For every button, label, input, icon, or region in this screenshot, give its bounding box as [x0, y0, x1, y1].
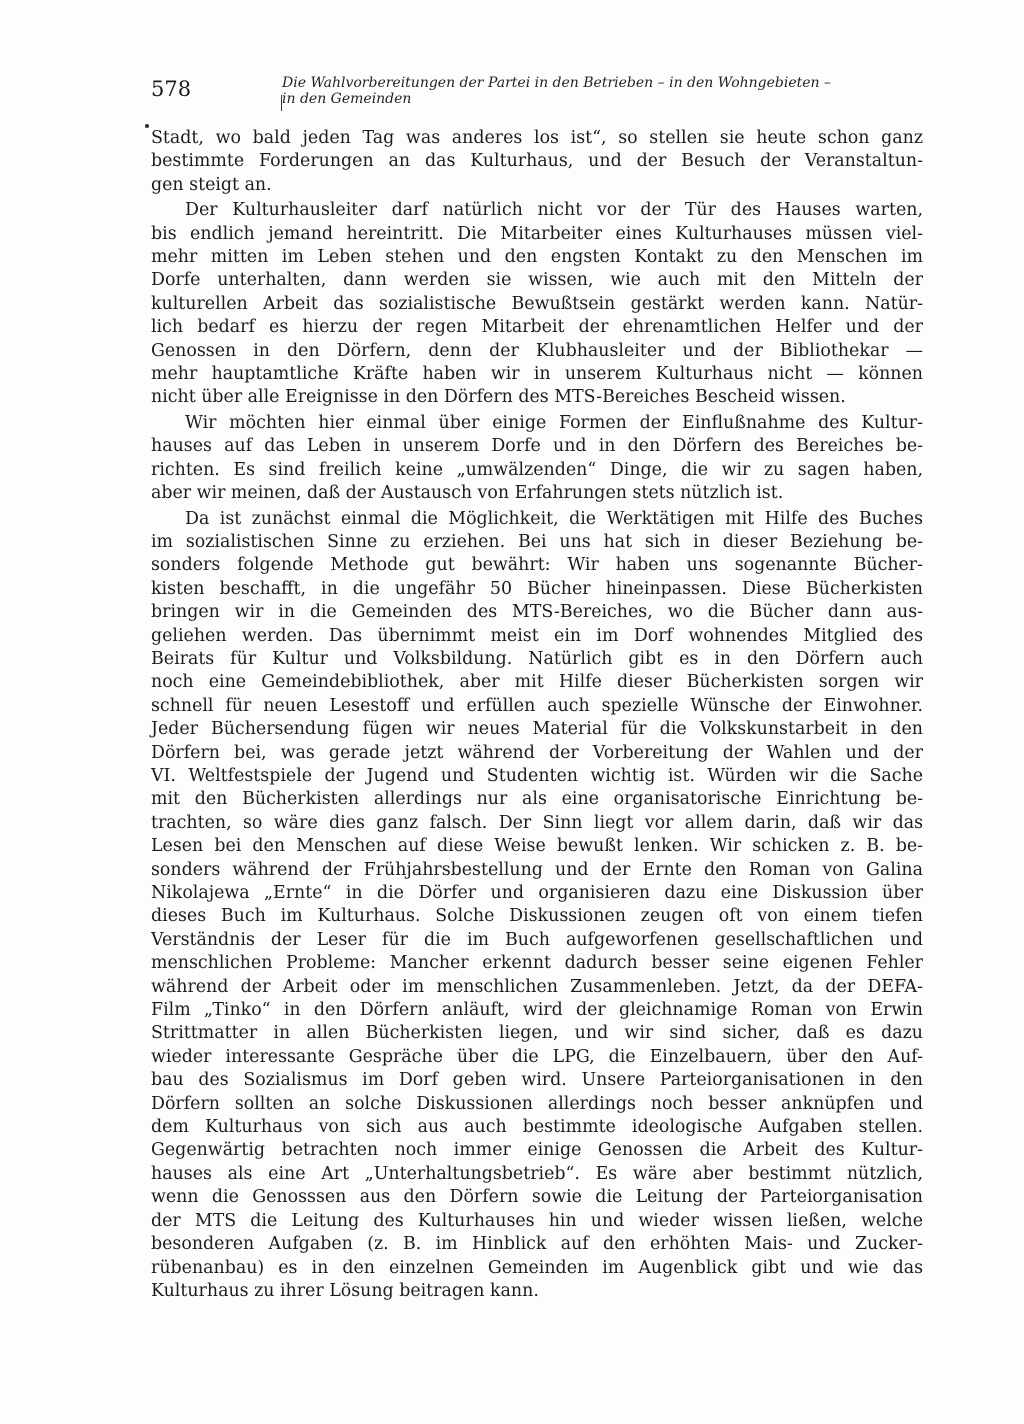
text-line: menschlichen Probleme: Mancher erkennt dadurch besser seine eigenen Fehler [151, 953, 923, 974]
text-line: schnell für neuen Lesestoff und erfüllen auch spezielle Wünsche der Einwohner. [151, 695, 923, 716]
text-line: Dorfe unterhalten, dann werden sie wissen, wie auch mit den Mitteln der [151, 270, 923, 291]
text-line: gen steigt an. [151, 174, 272, 195]
text-line: Film „Tinko“ in den Dörfern anläuft, wird der gleichnamige Roman von Erwin [151, 1000, 923, 1021]
margin-speck [145, 124, 149, 128]
text-line: Dörfern bei, was gerade jetzt während der Vorbereitung der Wahlen und der [151, 742, 923, 763]
text-line: im sozialistischen Sinne zu erziehen. Bei uns hat sich in dieser Beziehung be- [151, 531, 923, 552]
page-header [151, 73, 923, 113]
text-line: Genossen in den Dörfern, denn der Klubhausleiter und der Bibliothekar — [151, 340, 923, 361]
text-line: kulturellen Arbeit das sozialistische Bewußtsein gestärkt werden kann. Natür- [151, 293, 923, 314]
text-line: Jeder Büchersendung fügen wir neues Material für die Volkskunstarbeit in den [151, 719, 923, 740]
text-line: sonders während der Frühjahrsbestellung und der Ernte den Roman von Galina [151, 859, 923, 880]
text-line: noch eine Gemeindebibliothek, aber mit Hilfe dieser Bücherkisten sorgen wir [151, 672, 923, 693]
article-body [151, 127, 923, 1303]
text-line: mehr mitten im Leben stehen und den engsten Kontakt zu den Menschen im [151, 247, 923, 268]
text-line: bestimmte Forderungen an das Kulturhaus, und der Besuch der Veranstaltun- [151, 151, 923, 172]
running-title-line: in den Gemeinden [282, 91, 412, 107]
text-line: wieder interessante Gespräche über die LPG, die Einzelbauern, über den Auf- [151, 1046, 923, 1067]
running-title [282, 75, 923, 107]
text-line: VI. Weltfestspiele der Jugend und Studenten wichtig ist. Würden wir die Sache [151, 765, 923, 786]
paragraph [151, 127, 923, 197]
text-line: Beirats für Kultur und Volksbildung. Natürlich gibt es in den Dörfern auch [151, 648, 923, 669]
text-line: bringen wir in die Gemeinden des MTS-Bereiches, wo die Bücher dann aus- [151, 602, 923, 623]
text-line: dem Kulturhaus von sich aus auch bestimmte ideologische Aufgaben stellen. [151, 1117, 923, 1138]
text-line: aber wir meinen, daß der Austausch von Erfahrungen stets nützlich ist. [151, 483, 784, 504]
text-line: Strittmatter in allen Bücherkisten liegen, und wir sind sicher, daß es dazu [151, 1023, 923, 1044]
text-line: bis endlich jemand hereintritt. Die Mitarbeiter eines Kulturhauses müssen viel- [151, 223, 923, 244]
text-line: Wir möchten hier einmal über einige Formen der Einflußnahme des Kultur- [185, 412, 923, 433]
text-line: geliehen werden. Das übernimmt meist ein im Dorf wohnendes Mitglied des [151, 625, 923, 646]
text-line: nicht über alle Ereignisse in den Dörfern des MTS-Bereiches Bescheid wissen. [151, 387, 846, 408]
text-line: Dörfern sollten an solche Diskussionen allerdings noch besser anknüpfen und [151, 1093, 923, 1114]
text-line: hauses auf das Leben in unserem Dorfe und in den Dörfern des Bereiches be- [151, 436, 923, 457]
text-line: richten. Es sind freilich keine „umwälzenden“ Dinge, die wir zu sagen haben, [151, 459, 923, 480]
text-line: trachten, so wäre dies ganz falsch. Der Sinn liegt vor allem darin, daß wir das [151, 812, 923, 833]
text-line: kisten beschafft, in die ungefähr 50 Bücher hineinpassen. Diese Bücherkisten [151, 578, 923, 599]
text-line: dieses Buch im Kulturhaus. Solche Diskussionen zeugen oft von einem tiefen [151, 906, 923, 927]
text-line: während der Arbeit oder im menschlichen Zusammenleben. Jetzt, da der DEFA- [151, 976, 923, 997]
text-line: Verständnis der Leser für die im Buch aufgeworfenen gesellschaftlichen und [151, 929, 923, 950]
paragraph [151, 508, 923, 1304]
text-line: Lesen bei den Menschen auf diese Weise bewußt lenken. Wir schicken z. B. be- [151, 836, 923, 857]
text-line: besonderen Aufgaben (z. B. im Hinblick auf den erhöhten Mais- und Zucker- [151, 1234, 923, 1255]
text-line: Stadt, wo bald jeden Tag was anderes los ist“, so stellen sie heute schon ganz [151, 128, 923, 148]
text-line: Kulturhaus zu ihrer Lösung beitragen kann. [151, 1280, 539, 1301]
page-number: 578 [151, 77, 192, 101]
text-line: wenn die Genosssen aus den Dörfern sowie die Leitung der Parteiorganisation [151, 1187, 923, 1208]
text-line: mit den Bücherkisten allerdings nur als eine organisatorische Einrichtung be- [151, 789, 923, 810]
text-line: mehr hauptamtliche Kräfte haben wir in unserem Kulturhaus nicht — können [151, 364, 923, 385]
paragraph [151, 412, 923, 506]
text-line: Da ist zunächst einmal die Möglichkeit, die Werktätigen mit Hilfe des Buches [185, 508, 923, 529]
text-line: Gegenwärtig betrachten noch immer einige Genossen die Arbeit des Kultur- [151, 1140, 923, 1161]
text-line: sonders folgende Methode gut bewährt: Wir haben uns sogenannte Bücher- [151, 555, 923, 576]
text-line: lich bedarf es hierzu der regen Mitarbeit der ehrenamtlichen Helfer und der [151, 317, 923, 338]
text-line: Der Kulturhausleiter darf natürlich nicht vor der Tür des Hauses warten, [185, 200, 923, 221]
text-line: Nikolajewa „Ernte“ in die Dörfer und organisieren dazu eine Diskussion über [151, 883, 923, 903]
running-title-line: Die Wahlvorbereitungen der Partei in den Betrieben – in den Wohngebieten – [282, 75, 832, 91]
text-line: hauses als eine Art „Unterhaltungsbetrieb“. Es wäre aber bestimmt nützlich, [151, 1163, 923, 1184]
text-line: rübenanbau) es in den einzelnen Gemeinden im Augenblick gibt und wie das [151, 1257, 923, 1278]
text-line: der MTS die Leitung des Kulturhauses hin und wieder wissen ließen, welche [151, 1210, 923, 1231]
paragraph [151, 199, 923, 410]
text-line: bau des Sozialismus im Dorf geben wird. Unsere Parteiorganisationen in den [151, 1070, 923, 1091]
